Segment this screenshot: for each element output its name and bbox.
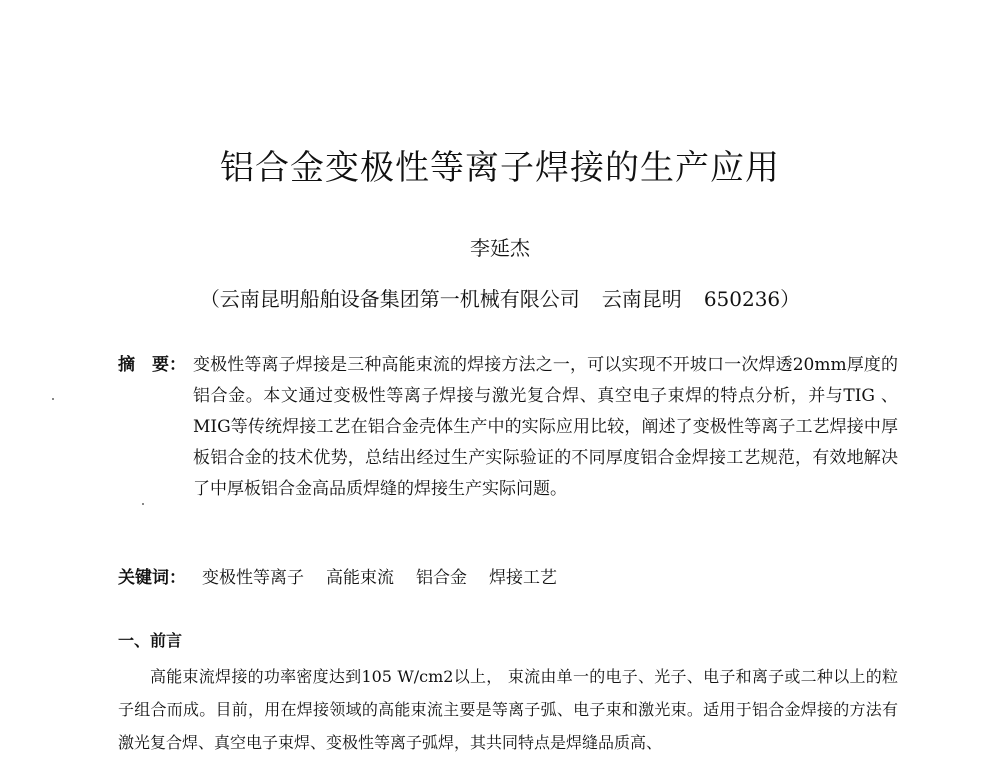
affiliation-org: （云南昆明船舶设备集团第一机械有限公司 xyxy=(199,287,580,311)
scan-speck xyxy=(142,503,144,505)
keyword: 焊接工艺 xyxy=(489,568,557,588)
paper-title: 铝合金变极性等离子焊接的生产应用 xyxy=(220,148,780,188)
author-name: 李延杰 xyxy=(470,236,530,260)
keyword: 变极性等离子 xyxy=(202,568,304,588)
affiliation-postcode: 650236） xyxy=(703,287,801,311)
keyword: 铝合金 xyxy=(416,568,467,588)
author-affiliation xyxy=(0,283,1000,312)
keyword: 高能束流 xyxy=(326,568,394,588)
abstract-label: 摘 要： xyxy=(118,355,186,375)
abstract xyxy=(118,350,898,505)
abstract-text: 变极性等离子焊接是三种高能束流的焊接方法之一，可以实现不开坡口一次焊透20mm厚度的铝合金。本文通过变极性等离子焊接与激光复合焊、真空电子束焊的特点分析，并与TIG 、MIG等传统焊接工艺在铝合金壳体生产中的实际应用比较，阐述了变极性等离子工艺焊接中厚板铝合金的技术优势，总结出经过生产实际验证的不同厚度铝合金焊接工艺规范，有效地解决了中厚板铝合金高品质焊缝的焊接生产实际问题。 xyxy=(193,355,898,499)
introduction-paragraph: 高能束流焊接的功率密度达到105 W/cm2以上， 束流由单一的电子、光子、电子和离子或二种以上的粒子组合而成。目前，用在焊接领域的高能束流主要是等离子弧、电子束和激光束。适用于铝合金焊接的方法有激光复合焊、真空电子束焊、变极性等离子弧焊，其共同特点是焊缝品质高、 xyxy=(118,667,898,752)
scan-speck xyxy=(52,398,54,400)
keywords xyxy=(118,563,579,588)
keywords-label: 关键词： xyxy=(118,568,186,588)
affiliation-city: 云南昆明 xyxy=(601,287,682,311)
section-heading-introduction: 一、前言 xyxy=(118,631,183,650)
